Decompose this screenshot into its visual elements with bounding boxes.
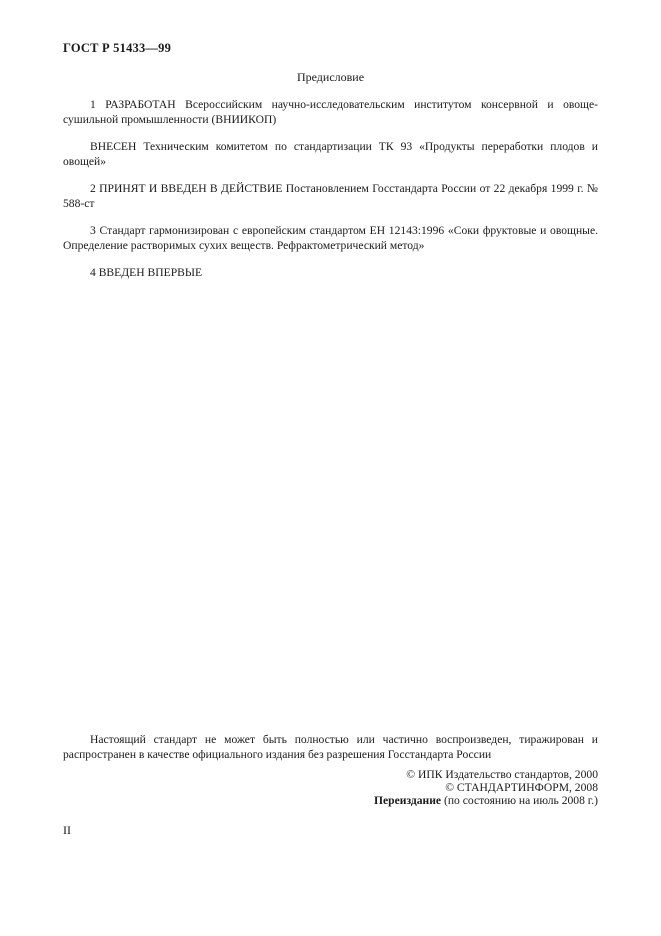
paragraph-adopted: 2 ПРИНЯТ И ВВЕДЕН В ДЕЙСТВИЕ Постановлением Госстандарта России от 22 декабря 1999 г. № 588-ст [63,182,598,210]
reprint-label: Переиздание [374,794,442,807]
page-number: II [63,823,71,837]
paragraph-harmonized: 3 Стандарт гармонизирован с европейским стандартом ЕН 12143:1996 «Соки фруктовые и овощные. Определение растворимых сухих веществ. Рефрактометрический метод» [63,224,598,252]
paragraph-first-introduced: 4 ВВЕДЕН ВПЕРВЫЕ [90,266,203,279]
section-title: Предисловие [296,70,365,84]
reproduction-notice: Настоящий стандарт не может быть полностью или частично воспроизведен, тиражирован и распространен в качестве официального издания без разрешения Госстандарта России [63,733,598,761]
reprint-line [278,794,598,807]
reprint-note: (по состоянию на июль 2008 г.) [443,794,598,807]
standard-code: ГОСТ Р 51433—99 [63,41,172,55]
paragraph-developed: 1 РАЗРАБОТАН Всероссийским научно-исследовательским институтом консервной и овоще-сушильной промышленности (ВНИИКОП) [63,98,598,126]
copyright-line-1: © ИПК Издательство стандартов, 2000 [406,768,598,781]
paragraph-introduced: ВНЕСЕН Техническим комитетом по стандартизации ТК 93 «Продукты переработки плодов и овощей» [63,140,598,168]
copyright-line-2: © СТАНДАРТИНФОРМ, 2008 [445,781,598,794]
foreword-body [63,97,598,292]
copyright-block [278,768,598,807]
